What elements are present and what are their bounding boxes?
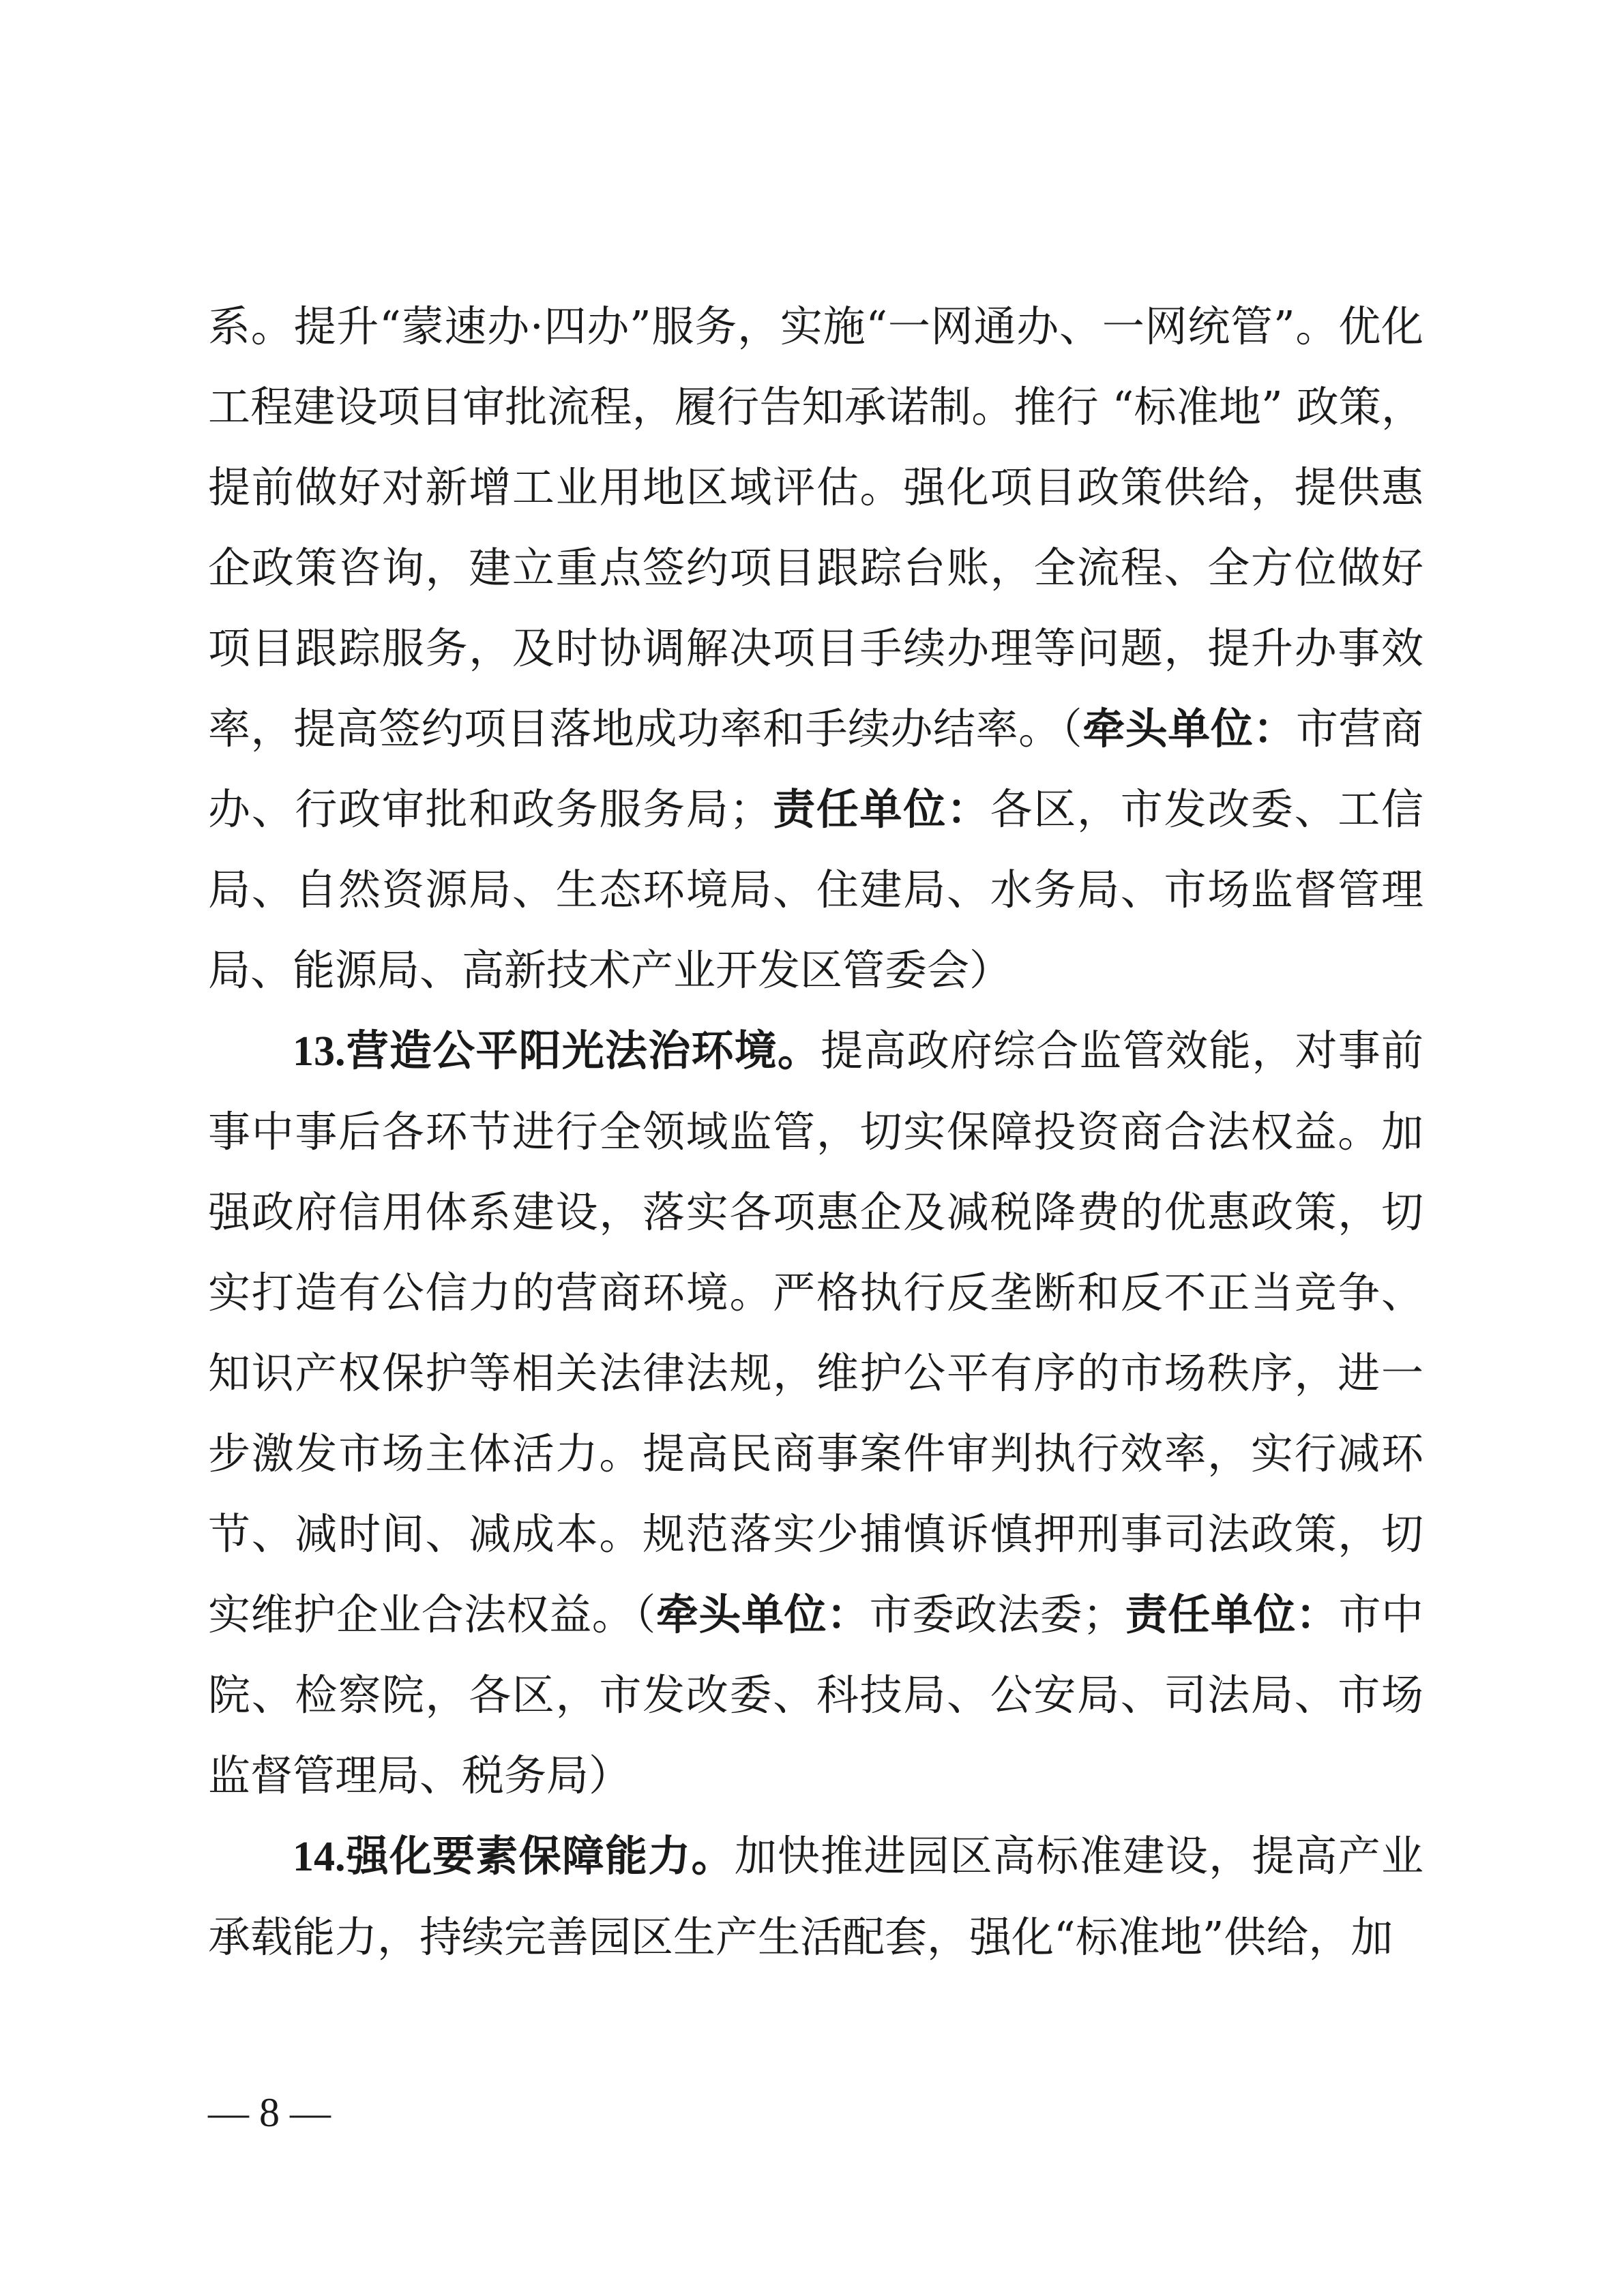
body-text [208, 286, 1423, 1978]
item-number: 14. [293, 1834, 346, 1880]
responsible-units: 市中院、检察院，各区，市发改委、科技局、公安局、司法局、市场监督管理局、税务局） [208, 1590, 1423, 1800]
paragraph-13 [208, 1011, 1423, 1816]
lead-units: 市营商办、行政审批和政务服务局； [208, 704, 1423, 834]
paragraph-text: 加快推进园区高标准建设，提高产业承载能力，持续完善园区生产生活配套，强化“标准地”供给，加 [208, 1831, 1423, 1962]
lead-unit-label: 牵头单位： [1082, 704, 1296, 754]
responsible-units: 各区，市发改委、工信局、自然资源局、生态环境局、住建局、水务局、市场监督管理局、能源局、高新技术产业开发区管委会） [208, 784, 1423, 995]
responsible-unit-label: 责任单位： [771, 784, 990, 834]
lead-unit-label: 牵头单位： [655, 1590, 870, 1639]
item-heading: 营造公平阳光法治环境。 [345, 1026, 821, 1075]
page-number: — 8 — [208, 2090, 331, 2135]
paragraph-text: 提高政府综合监管效能，对事前事中事后各环节进行全领域监管，切实保障投资商合法权益。加强政府信用体系建设，落实各项惠企及减税降费的优惠政策，切实打造有公信力的营商环境。严格执行反垄断和反不正当竞争、知识产权保护等相关法律法规，维护公平有序的市场秩序，进一步激发市场主体活力。提高民商事案件审判执行效率，实行减环节、减时间、减成本。规范落实少捕慎诉慎押刑事司法政策，切实维护企业合法权益。（ [208, 1026, 1423, 1639]
item-number: 13. [293, 1028, 346, 1075]
lead-units: 市委政法委； [869, 1590, 1125, 1639]
paragraph-12-continuation [208, 286, 1423, 1011]
item-heading: 强化要素保障能力。 [345, 1831, 735, 1881]
page-number-value: 8 [259, 2090, 280, 2135]
paragraph-text: 系。提升“蒙速办·四办”服务，实施“一网通办、一网统管”。优化工程建设项目审批流程，履行告知承诺制。推行 “标准地” 政策，提前做好对新增工业用地区域评估。强化项目政策供给，提供惠企政策咨询，建立重点签约项目跟踪台账，全流程、全方位做好项目跟踪服务，及时协调解决项目手续办理等问题，提升办事效率，提高签约项目落地成功率和手续办结率。（ [208, 301, 1423, 754]
paragraph-14 [208, 1816, 1423, 1978]
responsible-unit-label: 责任单位： [1125, 1590, 1339, 1639]
